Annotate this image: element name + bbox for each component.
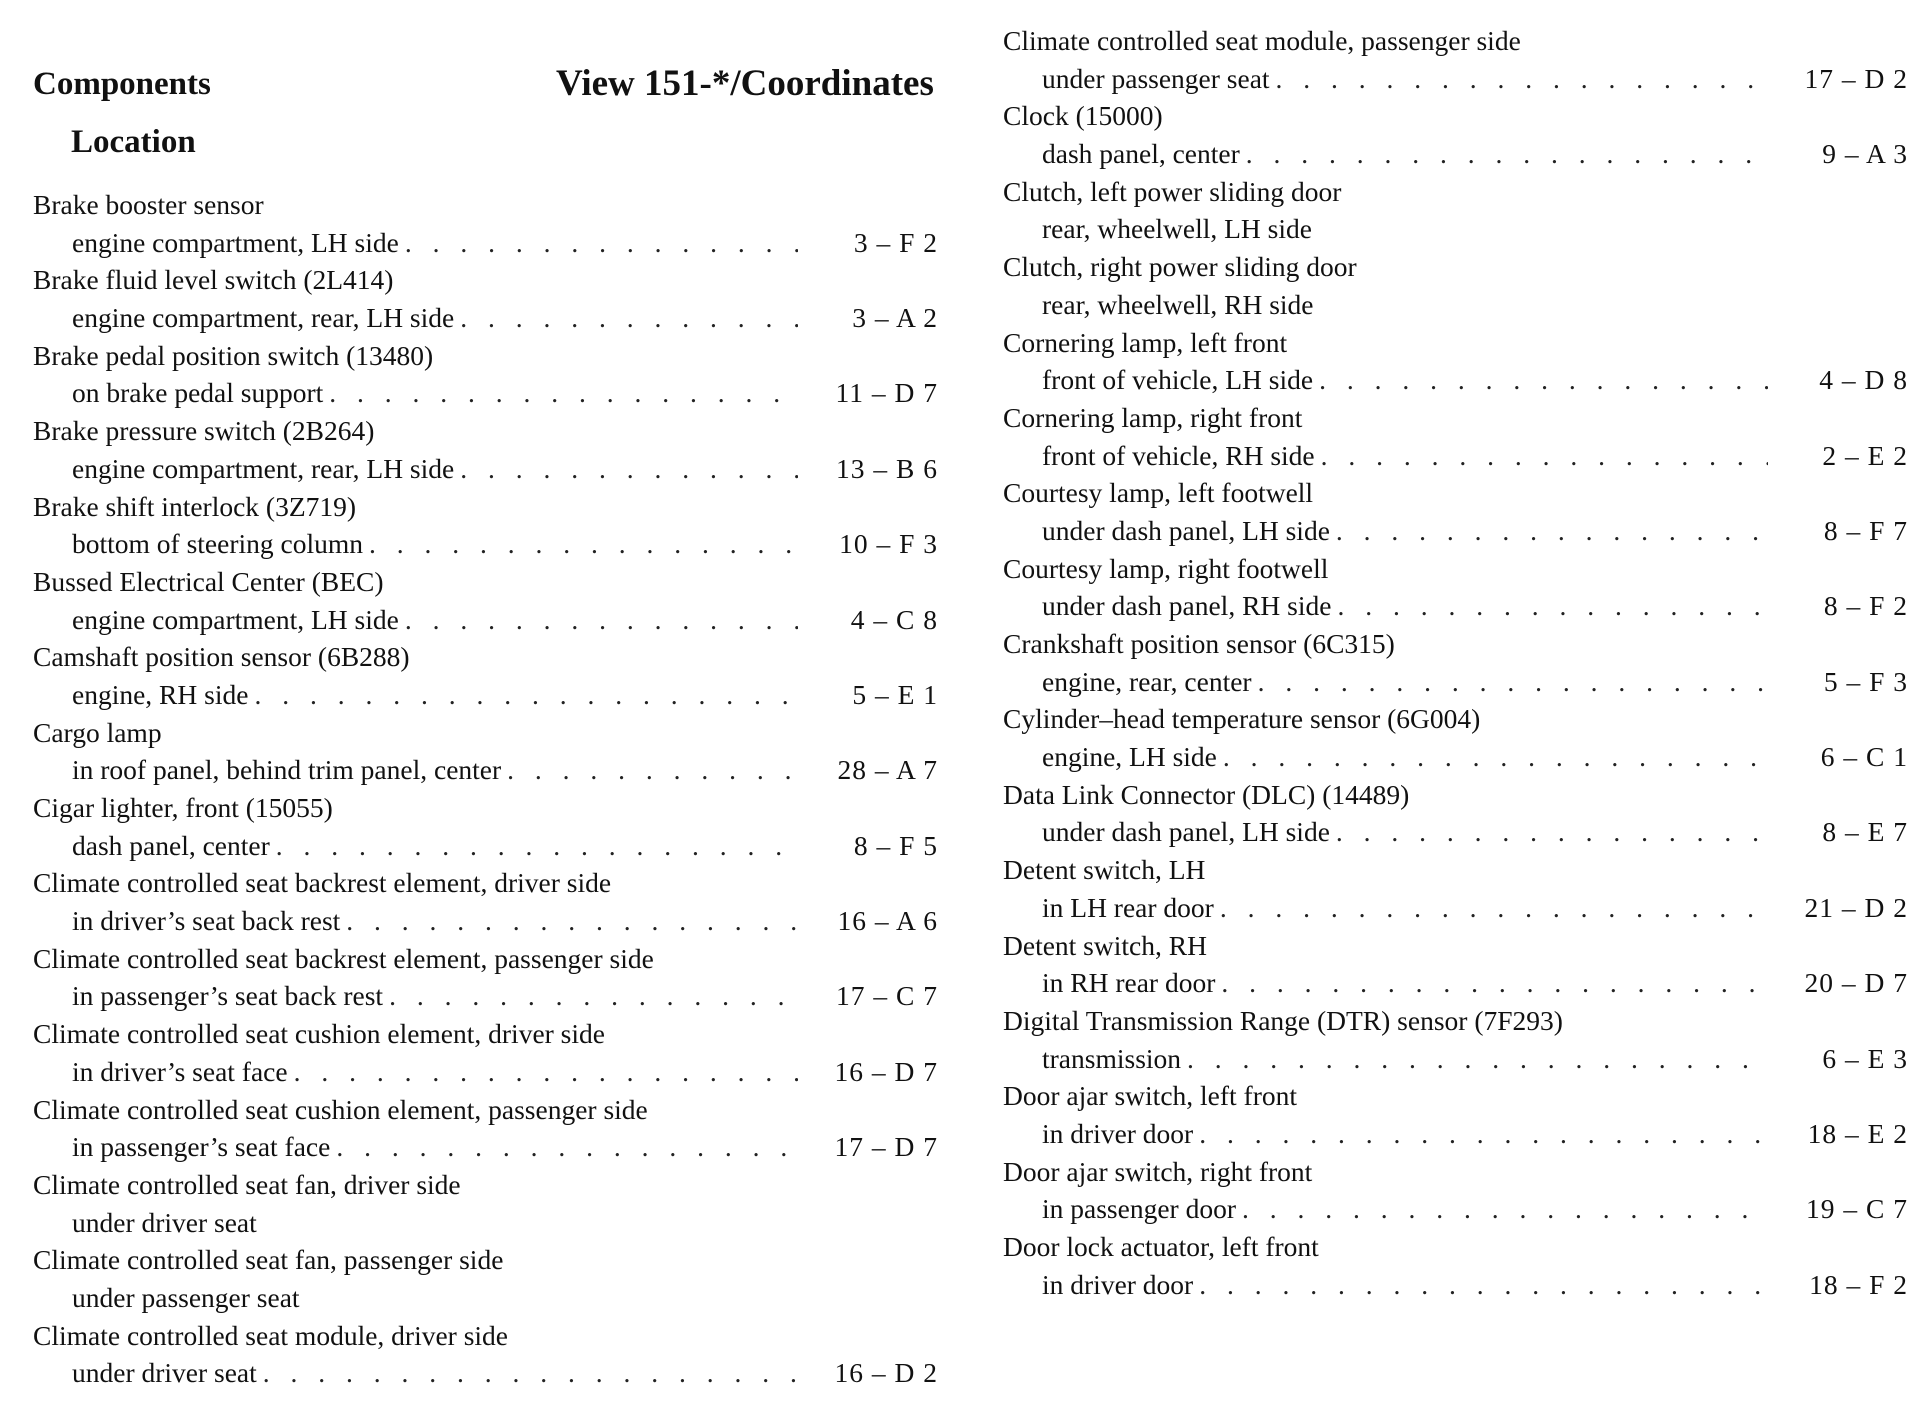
component-entry — [33, 864, 938, 939]
component-location-row — [33, 751, 938, 789]
component-coordinate: 21 – D 2 — [1804, 891, 1908, 923]
component-location: rear, wheelwell, LH side — [1042, 213, 1312, 245]
component-location: engine compartment, LH side — [72, 603, 399, 635]
dot-leader — [254, 676, 798, 714]
component-location: under driver seat — [72, 1206, 257, 1238]
component-name: Digital Transmission Range (DTR) sensor (7F293) — [1003, 1004, 1563, 1036]
component-location: under dash panel, LH side — [1042, 816, 1330, 848]
component-location-row — [1003, 1040, 1908, 1078]
component-coordinate: 3 – F 2 — [853, 226, 938, 258]
dot-leader — [1337, 587, 1768, 625]
component-name: Clock (15000) — [1003, 100, 1163, 132]
component-location-row — [33, 676, 938, 714]
components-heading: Components — [33, 66, 211, 102]
component-coordinate: 8 – E 7 — [1822, 816, 1908, 848]
dot-leader — [460, 450, 798, 488]
dot-leader — [336, 1128, 798, 1166]
component-location: in passenger’s seat back rest — [72, 980, 384, 1012]
component-location: engine, LH side — [1042, 741, 1217, 773]
dot-leader — [294, 1053, 798, 1091]
location-heading: Location — [71, 124, 196, 160]
component-location: front of vehicle, LH side — [1042, 364, 1314, 396]
component-location-row — [33, 224, 938, 262]
component-coordinate: 4 – C 8 — [850, 603, 938, 635]
dot-leader — [1246, 135, 1768, 173]
component-location-row — [1003, 889, 1908, 927]
component-coordinate: 11 – D 7 — [835, 377, 938, 409]
component-name: Brake pedal position switch (13480) — [33, 339, 434, 371]
component-name: Climate controlled seat module, driver side — [33, 1319, 509, 1351]
component-entry — [1003, 1002, 1908, 1077]
component-location: under dash panel, RH side — [1042, 590, 1332, 622]
component-coordinate: 20 – D 7 — [1804, 967, 1908, 999]
left-entry-list — [33, 186, 938, 1392]
component-coordinate: 17 – C 7 — [836, 980, 938, 1012]
component-name: Data Link Connector (DLC) (14489) — [1003, 778, 1410, 810]
component-location-row — [1003, 210, 1908, 248]
component-coordinate: 16 – A 6 — [837, 905, 938, 937]
component-name: Crankshaft position sensor (6C315) — [1003, 628, 1395, 659]
component-name: Door lock actuator, left front — [1003, 1231, 1319, 1262]
dot-leader — [507, 751, 798, 789]
component-location: engine compartment, rear, LH side — [72, 302, 455, 334]
dot-leader — [1336, 813, 1768, 851]
component-entry — [1003, 625, 1908, 700]
component-name: Detent switch, LH — [1003, 854, 1206, 886]
component-entry — [1003, 173, 1908, 248]
component-name: Climate controlled seat backrest element, passenger side — [33, 942, 654, 974]
component-name: Cargo lamp — [33, 716, 162, 748]
component-coordinate: 8 – F 5 — [853, 829, 938, 861]
component-entry — [33, 940, 938, 1015]
component-location-row — [1003, 738, 1908, 776]
dot-leader — [1187, 1040, 1768, 1078]
component-entry — [33, 261, 938, 336]
dot-leader — [1242, 1190, 1768, 1228]
component-coordinate: 3 – A 2 — [852, 302, 938, 334]
right-entry-list — [1003, 22, 1908, 1303]
component-name: Brake shift interlock (3Z719) — [33, 490, 357, 522]
component-name: Climate controlled seat backrest element, driver side — [33, 867, 612, 899]
component-location: under dash panel, LH side — [1042, 514, 1330, 546]
component-location-row — [1003, 361, 1908, 399]
component-name: Courtesy lamp, left footwell — [1003, 477, 1314, 509]
component-location-row — [33, 1204, 938, 1242]
component-location: in driver’s seat back rest — [72, 905, 341, 937]
component-name: Climate controlled seat cushion element, driver side — [33, 1018, 605, 1050]
dot-leader — [389, 977, 798, 1015]
component-location-row — [33, 374, 938, 412]
dot-leader — [1221, 964, 1768, 1002]
component-location: under passenger seat — [1042, 62, 1270, 94]
dot-leader — [329, 374, 798, 412]
component-name: Cornering lamp, right front — [1003, 401, 1303, 433]
component-location: in RH rear door — [1042, 967, 1216, 999]
component-name: Courtesy lamp, right footwell — [1003, 552, 1329, 584]
component-name: Door ajar switch, right front — [1003, 1155, 1313, 1187]
component-coordinate: 10 – F 3 — [839, 528, 938, 560]
component-coordinate: 8 – F 7 — [1823, 514, 1908, 546]
component-name: Climate controlled seat fan, driver side — [33, 1168, 461, 1200]
dot-leader — [1258, 663, 1768, 701]
component-coordinate: 18 – F 2 — [1809, 1268, 1908, 1300]
component-coordinate: 8 – F 2 — [1823, 590, 1908, 622]
component-entry — [1003, 1153, 1908, 1228]
component-entry — [33, 488, 938, 563]
component-location-row — [1003, 60, 1908, 98]
component-location: transmission — [1042, 1042, 1182, 1074]
component-entry — [33, 1091, 938, 1166]
component-entry — [1003, 22, 1908, 97]
component-coordinate: 4 – D 8 — [1819, 364, 1908, 396]
component-location: in driver’s seat face — [72, 1055, 288, 1087]
component-location: engine, RH side — [72, 678, 249, 710]
component-name: Climate controlled seat cushion element, passenger side — [33, 1093, 648, 1125]
component-coordinate: 9 – A 3 — [1822, 138, 1908, 170]
component-location: engine, rear, center — [1042, 665, 1252, 697]
component-coordinate: 28 – A 7 — [837, 754, 938, 786]
component-name: Brake booster sensor — [33, 189, 264, 220]
component-coordinate: 5 – E 1 — [852, 678, 938, 710]
component-location-row — [1003, 512, 1908, 550]
dot-leader — [1220, 889, 1768, 927]
component-name: Cylinder–head temperature sensor (6G004) — [1003, 703, 1481, 735]
component-location: on brake pedal support — [72, 377, 324, 409]
component-location-row — [1003, 813, 1908, 851]
component-entry — [1003, 324, 1908, 399]
dot-leader — [1276, 60, 1768, 98]
component-entry — [1003, 851, 1908, 926]
component-location: rear, wheelwell, RH side — [1042, 288, 1314, 320]
component-location-row — [1003, 135, 1908, 173]
component-name: Clutch, right power sliding door — [1003, 251, 1357, 283]
component-location-row — [1003, 663, 1908, 701]
component-entry — [33, 714, 938, 789]
component-entry — [33, 1015, 938, 1090]
component-entry — [1003, 550, 1908, 625]
component-entry — [33, 638, 938, 713]
component-location: in driver door — [1042, 1268, 1194, 1300]
component-location: engine compartment, LH side — [72, 226, 399, 258]
component-entry — [1003, 399, 1908, 474]
component-coordinate: 6 – C 1 — [1820, 741, 1908, 773]
component-coordinate: 17 – D 7 — [834, 1131, 938, 1163]
component-location: dash panel, center — [1042, 138, 1240, 170]
component-location-row — [33, 977, 938, 1015]
component-location: in passenger door — [1042, 1193, 1236, 1225]
component-location-row — [33, 827, 938, 865]
component-location-row — [33, 601, 938, 639]
component-location: under driver seat — [72, 1357, 257, 1389]
component-location-row — [1003, 437, 1908, 475]
dot-leader — [1336, 512, 1768, 550]
component-location-row — [33, 525, 938, 563]
component-entry — [33, 337, 938, 412]
component-location-row — [1003, 964, 1908, 1002]
component-name: Cigar lighter, front (15055) — [33, 792, 333, 823]
component-entry — [1003, 927, 1908, 1002]
component-name: Bussed Electrical Center (BEC) — [33, 565, 384, 597]
component-entry — [1003, 474, 1908, 549]
component-entry — [1003, 700, 1908, 775]
component-location-row — [33, 450, 938, 488]
component-name: Clutch, left power sliding door — [1003, 175, 1342, 207]
dot-leader — [405, 224, 798, 262]
component-coordinate: 2 – E 2 — [1822, 439, 1908, 471]
component-entry — [1003, 1077, 1908, 1152]
component-location-row — [33, 902, 938, 940]
component-location: under passenger seat — [72, 1281, 300, 1313]
component-name: Brake pressure switch (2B264) — [33, 415, 375, 447]
component-coordinate: 18 – E 2 — [1807, 1117, 1908, 1149]
component-location-row — [1003, 1190, 1908, 1228]
dot-leader — [1199, 1266, 1768, 1304]
component-location: in passenger’s seat face — [72, 1131, 331, 1163]
component-location: in LH rear door — [1042, 891, 1214, 923]
component-location-row — [1003, 1115, 1908, 1153]
component-coordinate: 6 – E 3 — [1822, 1042, 1908, 1074]
component-location-row — [33, 299, 938, 337]
component-entry — [33, 186, 938, 261]
component-entry — [33, 1166, 938, 1241]
component-coordinate: 5 – F 3 — [1823, 665, 1908, 697]
component-location-row — [33, 1279, 938, 1317]
component-name: Door ajar switch, left front — [1003, 1080, 1298, 1112]
component-location-row — [1003, 286, 1908, 324]
component-entry — [1003, 776, 1908, 851]
dot-leader — [1321, 437, 1768, 475]
component-entry — [33, 563, 938, 638]
dot-leader — [276, 827, 798, 865]
component-entry — [1003, 1228, 1908, 1303]
component-location: in driver door — [1042, 1117, 1194, 1149]
view-coordinates-heading: View 151-*/Coordinates — [556, 63, 934, 104]
component-name: Brake fluid level switch (2L414) — [33, 264, 394, 296]
dot-leader — [263, 1354, 798, 1392]
component-location-row — [1003, 1266, 1908, 1304]
component-name: Camshaft position sensor (6B288) — [33, 641, 410, 673]
dot-leader — [405, 601, 798, 639]
component-entry — [1003, 97, 1908, 172]
component-coordinate: 19 – C 7 — [1806, 1193, 1908, 1225]
component-coordinate: 13 – B 6 — [836, 452, 938, 484]
dot-leader — [460, 299, 798, 337]
component-location: in roof panel, behind trim panel, center — [72, 754, 502, 786]
dot-leader — [1223, 738, 1768, 776]
component-location: dash panel, center — [72, 829, 270, 861]
dot-leader — [369, 525, 798, 563]
component-name: Climate controlled seat module, passenger side — [1003, 25, 1521, 56]
component-location: engine compartment, rear, LH side — [72, 452, 455, 484]
component-location-row — [33, 1053, 938, 1091]
dot-leader — [346, 902, 798, 940]
component-entry — [33, 412, 938, 487]
component-entry — [33, 789, 938, 864]
component-location: front of vehicle, RH side — [1042, 439, 1315, 471]
component-name: Climate controlled seat fan, passenger side — [33, 1244, 504, 1276]
component-name: Cornering lamp, left front — [1003, 326, 1288, 358]
dot-leader — [1199, 1115, 1768, 1153]
component-entry — [1003, 248, 1908, 323]
component-location: bottom of steering column — [72, 528, 363, 560]
component-coordinate: 16 – D 7 — [834, 1055, 938, 1087]
component-location-row — [1003, 587, 1908, 625]
dot-leader — [1319, 361, 1768, 399]
component-entry — [33, 1317, 938, 1392]
component-name: Detent switch, RH — [1003, 929, 1207, 961]
component-entry — [33, 1241, 938, 1316]
component-location-row — [33, 1128, 938, 1166]
component-coordinate: 17 – D 2 — [1804, 62, 1908, 94]
component-location-row — [33, 1354, 938, 1392]
component-coordinate: 16 – D 2 — [834, 1357, 938, 1389]
